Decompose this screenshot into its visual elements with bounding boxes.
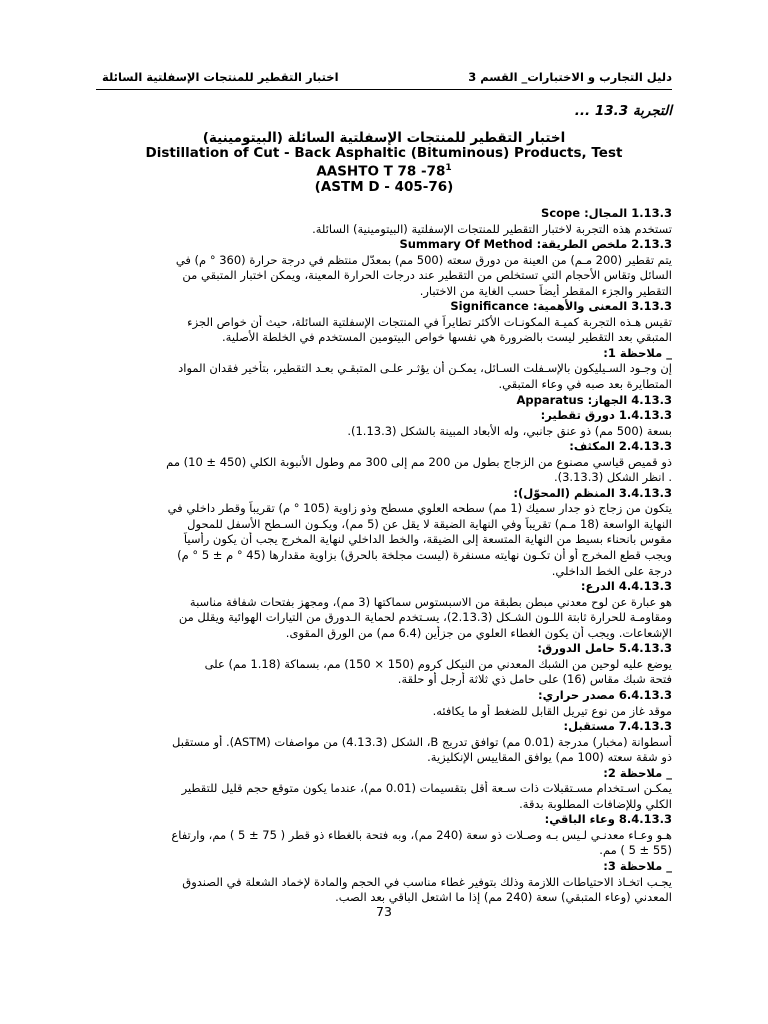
paragraph-line: الكلي وللإضافات المطلوبة بدقة. — [519, 796, 672, 811]
body-text — [96, 206, 672, 906]
title-arabic: اختبار التقطير للمنتجات الإسفلتية السائلة (البيتومينية) — [202, 130, 566, 146]
paragraph-line: المتبقي بعد التقطير ليست بالضرورة هي نفسها خواص البيتومين المستخدم في الخلطة الأصلية. — [222, 330, 672, 345]
paragraph-line: المتطايرة بعد صبه في وعاء المتبقي. — [498, 377, 672, 392]
title-block — [96, 131, 672, 195]
paragraph-line: المعدني (وعاء المتبقي) سعة (240 مم) إذا ما اشتعل الباقي بعد الصب. — [335, 890, 672, 905]
aashto-code: AASHTO T 78 -78 — [316, 163, 446, 180]
section-heading: 1.13.3 المجال: Scope — [541, 206, 672, 220]
paragraph-line: يمكـن اسـتخدام مسـتقبلات ذات سـعة أقل بتقسيمات (0.01 مم)، عندما يكون متوقع حجم قليل للتقطير — [181, 781, 672, 796]
paragraph-line: درجة على الخط الداخلي. — [551, 563, 672, 578]
section-heading: _ ملاحظة 2: — [603, 765, 672, 780]
section-heading: 5.4.13.3 حامل الدورق: — [537, 641, 672, 656]
header-section-title: اختبار التقطير للمنتجات الإسفلتية السائلة — [102, 70, 339, 84]
section-heading: 1.4.13.3 دورق تقطير: — [540, 408, 672, 423]
section-heading: 6.4.13.3 مصدر حراري: — [538, 687, 672, 702]
section-heading: 7.4.13.3 مستقبل: — [563, 719, 672, 734]
paragraph-line: (55 ± 5 ) مم. — [599, 843, 672, 858]
paragraph-line: السائل وتقاس الأحجام التي تستخلص من التقطير عند درجات الحرارة المعينة، ويمكن اختبار المتبقي من — [182, 268, 672, 283]
paragraph-line: ذو قميص قياسي مصنوع من الزجاج بطول من 200 مم إلى 300 مم وطول الأنبوبة الكلي (450 ± 10) مم — [166, 454, 672, 469]
section-heading: 8.4.13.3 وعاء الباقي: — [544, 812, 672, 827]
section-heading: 4.4.13.3 الدرع: — [580, 579, 672, 594]
standard-astm: (ASTM D - 405-76) — [314, 178, 454, 195]
paragraph-line: موقد غاز من نوع تيريل القابل للضغط أو ما يكافئه. — [432, 703, 672, 718]
section-heading: 3.13.3 المعنى والأهمية: Significance — [450, 299, 672, 314]
header-rule — [96, 89, 672, 90]
footnote-marker: 1 — [445, 163, 452, 173]
paragraph-line: هـو وعـاء معدنـي لـيس بـه وصـلات ذو سعة (240 مم)، وبه فتحة بالغطاء ذو قطر ( 75 ± 5 ) مم، وارتفاع — [171, 827, 672, 842]
paragraph-line: تقيس هـذه التجربة كميـة المكونـات الأكثر تطايراً في المنتجات الإسفلتية السائلة، حيث أن خواص الجزء — [187, 314, 672, 329]
section-heading: _ ملاحظة 1: — [603, 345, 672, 360]
paragraph-line: التقطير والجزء المقطر أيضاً حسب الغاية من الاختبار. — [419, 283, 672, 298]
paragraph-line: ومقاومـة للحرارة ثابتة اللـون الشـكل (2.13.3)، يسـتخدم لحماية الـدورق من التيارات الهوائية ويقلل من — [178, 610, 672, 625]
paragraph-line: يجـب اتخـاذ الاحتياطات اللازمة وذلك بتوفير غطاء مناسب في الحجم والمادة لإخماد الشعلة في الصندوق — [182, 874, 672, 889]
paragraph-line: ذو شقة سعته (100 مم) يوافق المقاييس الإنكليزية. — [427, 750, 672, 765]
section-heading: _ ملاحظة 3: — [603, 858, 672, 873]
paragraph-line: . انظر الشكل (3.13.3). — [553, 470, 672, 485]
paragraph-line: النهاية الواسعة (18 مـم) تقريباً وفي النهاية الضيقة لا يقل عن (5 مم)، ويكـون السـطح الأسفل للمحول — [187, 516, 672, 531]
running-header — [96, 70, 672, 90]
standard-aashto — [96, 161, 672, 180]
experiment-label: التجربة 13.3 ... — [574, 103, 672, 119]
paragraph-line: إن وجـود السـيليكون بالإسـفلت السـائل، يمكـن أن يؤثـر علـى المتبقـي بعـد التقطير، بتأخير فقدان المواد — [178, 361, 672, 376]
section-heading: 3.4.13.3 المنظم (المحوّل): — [513, 485, 672, 500]
paragraph-line: ويجب قطع المخرج أو أن تكـون نهايته مسنفرة (ليست مجلخة بالحرق) بزاوية مقدارها (45 ° م ± 5 ° م) — [177, 548, 672, 563]
paragraph-line: يتكون من زجاج ذو جدار سميك (1 مم) سطحه العلوي مسطح وذو زاوية (105 ° م) تقريباً وقطر داخلي في — [167, 501, 672, 516]
paragraph-line: يوضع عليه لوحين من الشبك المعدني من النيكل كروم (150 × 150) مم، بسماكة (1.18 مم) على — [204, 656, 672, 671]
paragraph-line: فتحة شبك مقاس (16) على حامل ذي ثلاثة أرجل أو حلقة. — [397, 672, 672, 687]
paragraph-line: تستخدم هذه التجربة لاختبار التقطير للمنتجات الإسفلتية (البيتومينية) السائلة. — [312, 221, 672, 236]
title-english: Distillation of Cut - Back Asphaltic (Bituminous) Products, Test — [145, 145, 623, 161]
page-number: 73 — [376, 904, 392, 919]
paragraph-line: بسعة (500 مم) ذو عنق جانبي، وله الأبعاد المبينة بالشكل (1.13.3). — [347, 423, 672, 438]
paragraph-line: يتم تقطير (200 مـم) من العينة من دورق سعته (500 مم) بمعدّل منتظم في درجة حرارة (360 ° م) في — [175, 252, 672, 267]
section-heading: 2.13.3 ملخص الطريقة: Summary Of Method — [399, 237, 672, 252]
paragraph-line: مقوس بانحناء بسيط من النهاية المتسعة إلى الضيقة، والخط الداخلي لنهاية المخرج يجب أن يكون رأسياً — [183, 532, 672, 547]
section-heading: 2.4.13.3 المكثف: — [569, 439, 672, 454]
header-chapter-title: دليل التجارب و الاختبارات_ القسم 3 — [468, 70, 672, 84]
paragraph-line: الإشعاعات. ويجب أن يكون الغطاء العلوي من جزأين (6.4 مم) من الورق المقوى. — [285, 625, 672, 640]
paragraph-line: أسطوانة (مخبار) مدرجة (0.01 مم) توافق تدريج B، الشكل (4.13.3) من مواصفات (ASTM). أو مستقبل — [172, 734, 672, 749]
paragraph-line: هو عبارة عن لوح معدني مبطن بطبقة من الاسبستوس سماكتها (3 مم)، ومجهز بفتحات شفافة مناسبة — [189, 594, 672, 609]
section-heading: 4.13.3 الجهاز: Apparatus — [516, 392, 672, 407]
